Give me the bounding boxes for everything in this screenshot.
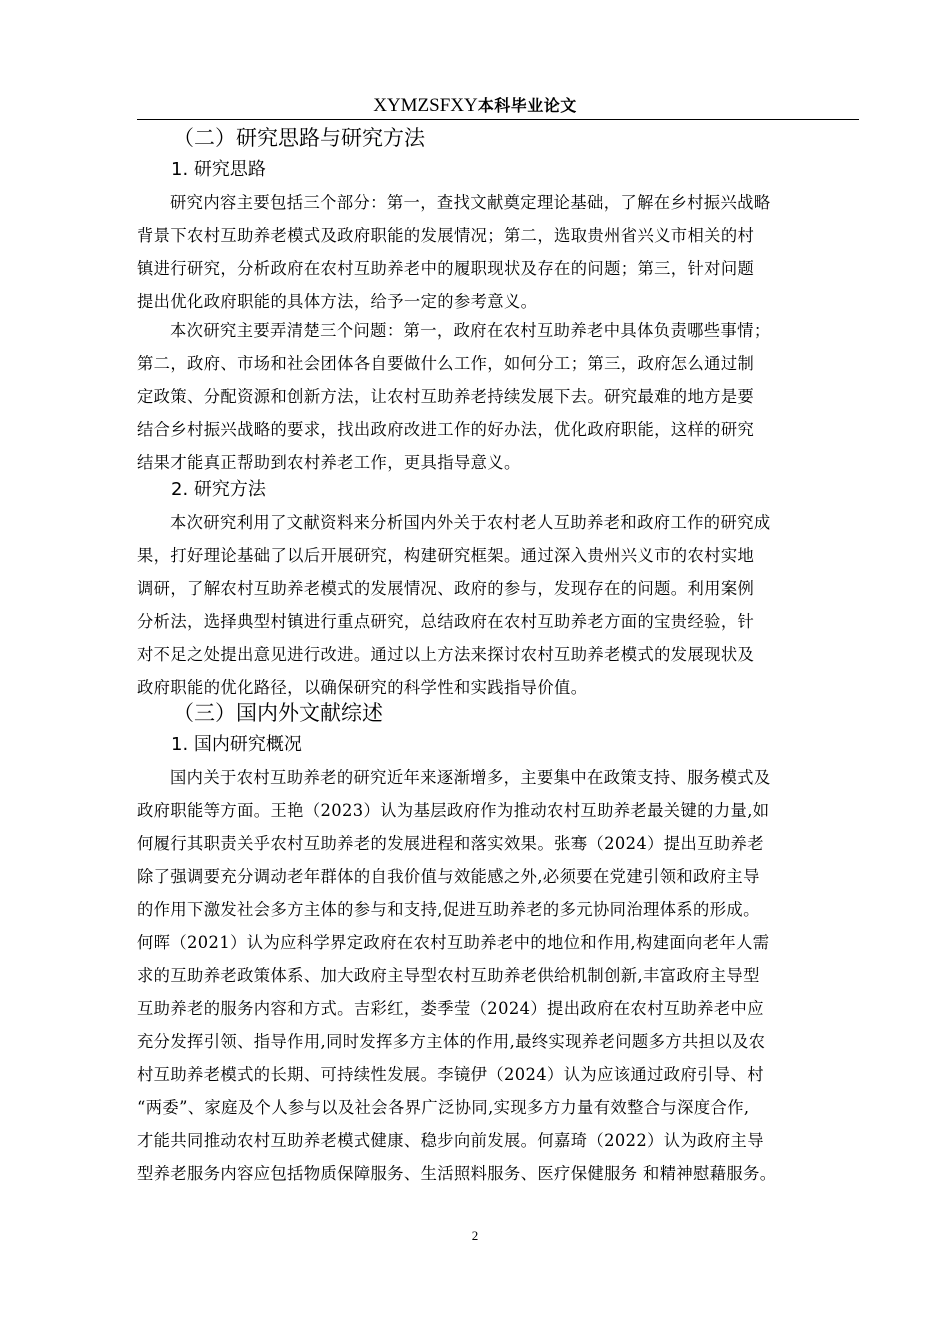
paragraph-line: 政府职能等方面。王艳（2023）认为基层政府作为推动农村互助养老最关键的力量,如: [137, 801, 770, 820]
paragraph-line: 第二，政府、市场和社会团体各自要做什么工作，如何分工；第三，政府怎么通过制: [137, 354, 755, 373]
paragraph-line: 村互助养老模式的长期、可持续性发展。李镜伊（2024）认为应该通过政府引导、村: [137, 1065, 764, 1084]
section-heading-literature-review: （三）国内外文献综述: [173, 701, 383, 725]
paragraph-line: 结果才能真正帮助到农村养老工作，更具指导意义。: [137, 453, 521, 472]
subsection-heading-research-ideas: 1. 研究思路: [171, 159, 266, 180]
paragraph-research-questions: [137, 314, 861, 479]
header-code: XYMZSFXY: [373, 95, 478, 116]
paragraph-line: 互助养老的服务内容和方式。吉彩红，娄季莹（2024）提出政府在农村互助养老中应: [137, 999, 764, 1018]
paragraph-line: 才能共同推动农村互助养老模式健康、稳步向前发展。何嘉琦（2022）认为政府主导: [137, 1131, 764, 1150]
paragraph-line: 研究内容主要包括三个部分：第一，查找文献奠定理论基础，了解在乡村振兴战略: [170, 193, 771, 212]
paragraph-line: 除了强调要充分调动老年群体的自我价值与效能感之外,必须要在党建引领和政府主导: [137, 867, 760, 886]
section-heading-research-approach: （二）研究思路与研究方法: [173, 126, 425, 150]
paragraph-line: 对不足之处提出意见进行改进。通过以上方法来探讨农村互助养老模式的发展现状及: [137, 645, 755, 664]
paragraph-line: 政府职能的优化路径，以确保研究的科学性和实践指导价值。: [137, 678, 588, 697]
paragraph-research-methods: [137, 506, 861, 704]
paragraph-line: 本次研究主要弄清楚三个问题：第一，政府在农村互助养老中具体负责哪些事情；: [170, 321, 771, 340]
paragraph-line: 国内关于农村互助养老的研究近年来逐渐增多，主要集中在政策支持、服务模式及: [170, 768, 771, 787]
paragraph-line: 何晖（2021）认为应科学界定政府在农村互助养老中的地位和作用,构建面向老年人需: [137, 933, 770, 952]
paragraph-line: 何履行其职责关乎农村互助养老的发展进程和落实效果。张骞（2024）提出互助养老: [137, 834, 764, 853]
paragraph-line: 提出优化政府职能的具体方法，给予一定的参考意义。: [137, 292, 538, 311]
paragraph-line: 调研，了解农村互助养老模式的发展情况、政府的参与，发现存在的问题。利用案例: [137, 579, 755, 598]
paragraph-line: 的作用下激发社会多方主体的参与和支持,促进互助养老的多元协同治理体系的形成。: [137, 900, 760, 919]
paragraph-line: 本次研究利用了文献资料来分析国内外关于农村老人互助养老和政府工作的研究成: [170, 513, 771, 532]
paragraph-line: 果，打好理论基础了以后开展研究，构建研究框架。通过深入贵州兴义市的农村实地: [137, 546, 755, 565]
page-number: 2: [471, 1228, 479, 1243]
page-header: [0, 94, 950, 118]
paragraph-domestic-research: [137, 761, 861, 1190]
paragraph-research-content: [137, 186, 861, 318]
subsection-heading-domestic-research: 1. 国内研究概况: [171, 734, 302, 755]
paragraph-line: 定政策、分配资源和创新方法，让农村互助养老持续发展下去。研究最难的地方是要: [137, 387, 755, 406]
paragraph-line: 背景下农村互助养老模式及政府职能的发展情况；第二，选取贵州省兴义市相关的村: [137, 226, 755, 245]
paragraph-line: 镇进行研究，分析政府在农村互助养老中的履职现状及存在的问题；第三，针对问题: [137, 259, 755, 278]
paragraph-line: 结合乡村振兴战略的要求，找出政府改进工作的好办法，优化政府职能，这样的研究: [137, 420, 755, 439]
header-divider: [137, 119, 859, 120]
paragraph-line: 分析法，选择典型村镇进行重点研究，总结政府在农村互助养老方面的宝贵经验，针: [137, 612, 755, 631]
subsection-heading-research-methods: 2. 研究方法: [171, 479, 266, 500]
paragraph-line: “两委”、家庭及个人参与以及社会各界广泛协同,实现多方力量有效整合与深度合作,: [137, 1098, 750, 1117]
paragraph-line: 求的互助养老政策体系、加大政府主导型农村互助养老供给机制创新,丰富政府主导型: [137, 966, 760, 985]
paragraph-line: 充分发挥引领、指导作用,同时发挥多方主体的作用,最终实现养老问题多方共担以及农: [137, 1032, 766, 1051]
paragraph-line: 型养老服务内容应包括物质保障服务、生活照料服务、医疗保健服务 和精神慰藉服务。: [137, 1164, 777, 1183]
header-label: 本科毕业论文: [477, 96, 577, 115]
